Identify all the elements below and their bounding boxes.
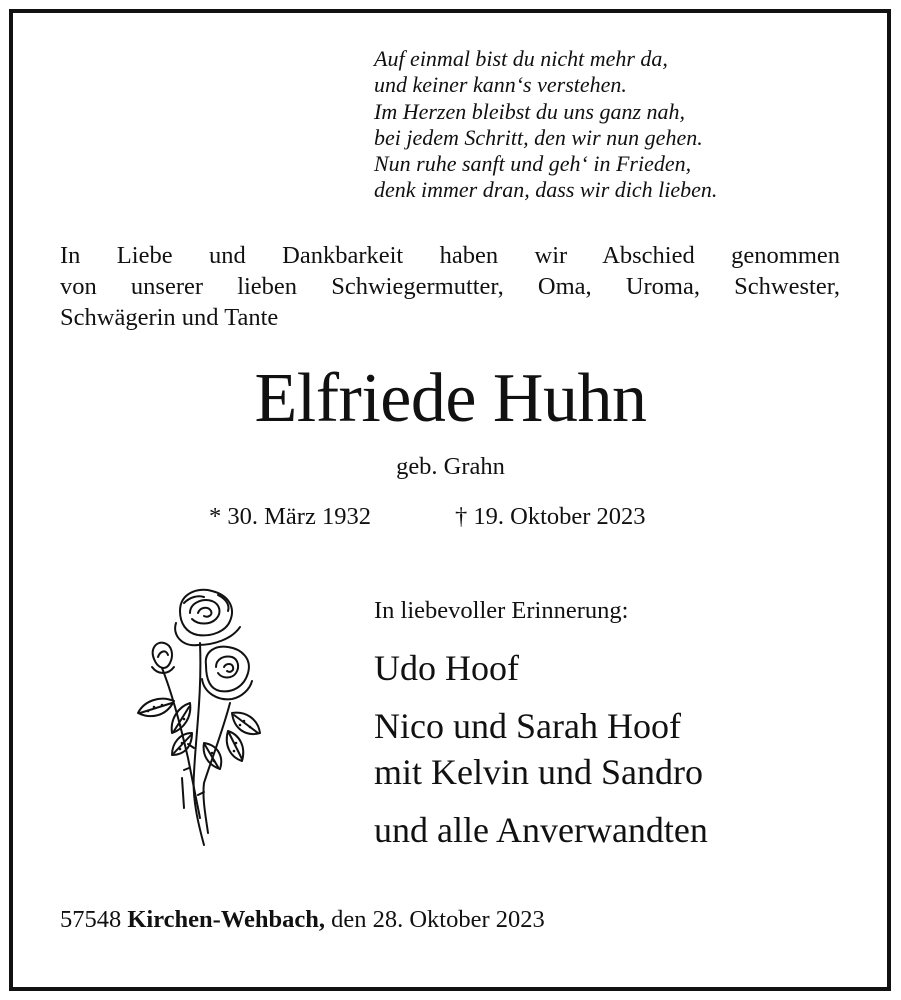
intro-line: von unserer lieben Schwiegermutter, Oma, Uroma, Schwester, [60,273,840,300]
mourner-name: mit Kelvin und Sandro [374,752,703,792]
poem-line: Auf einmal bist du nicht mehr da, [374,46,668,71]
mourner-name: Nico und Sarah Hoof [374,706,681,746]
deceased-name: Elfriede Huhn [254,360,647,437]
postcode: 57548 [60,906,122,933]
rose-icon [132,583,262,858]
death-date: † 19. Oktober 2023 [455,503,646,530]
town: Kirchen-Wehbach, [127,906,325,933]
poem-line: bei jedem Schritt, den wir nun gehen. [374,124,703,150]
mourners-list [374,645,708,853]
intro-text [60,240,840,333]
poem-line: Im Herzen bleibst du uns ganz nah, [374,98,686,124]
intro-line: In Liebe und Dankbarkeit haben wir Abschied genommen [60,242,840,269]
birth-name: geb. Grahn [396,453,505,480]
birth-date: * 30. März 1932 [209,503,371,530]
memory-heading: In liebevoller Erinnerung: [374,597,629,624]
place-date-line [60,904,545,936]
poem-line: Nun ruhe sanft und geh‘ in Frieden, [374,151,692,177]
poem-line: denk immer dran, dass wir dich lieben. [374,177,718,203]
notice-date: den 28. Oktober 2023 [331,906,545,933]
mourner-name: und alle Anverwandten [374,810,708,850]
mourner-name: Udo Hoof [374,648,519,688]
poem-line: und keiner kann‘s verstehen. [374,72,627,98]
poem [374,46,844,204]
intro-line: Schwägerin und Tante [60,304,279,331]
